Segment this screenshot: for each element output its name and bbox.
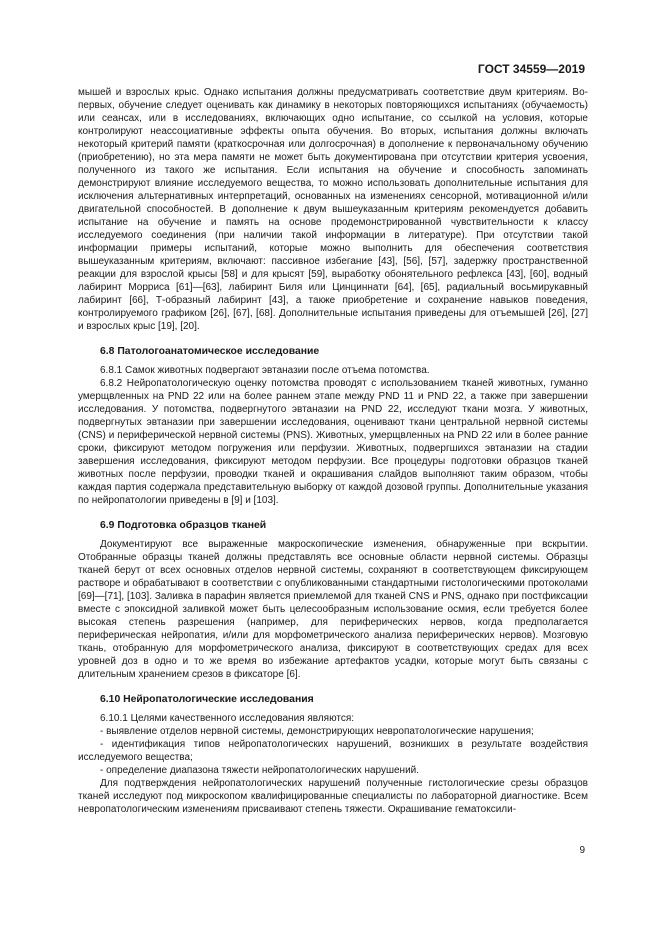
- paragraph: 6.10.1 Целями качественного исследования являются:: [100, 713, 355, 724]
- list-item: - выявление отделов нервной системы, демонстрирующих невропатологические нарушения;: [100, 726, 534, 737]
- section-heading: 6.10 Нейропатологические исследования: [100, 694, 314, 705]
- document-body: [78, 86, 588, 816]
- page-number: 9: [579, 845, 585, 856]
- paragraph: 6.8.2 Нейропатологическую оценку потомства проводят с использованием тканей животных, гуманно умерщвленных на PND 22 или на более раннем этапе между PND 11 и PND 22, а также при завершении исследования. У потомства, подвергнутого эвтаназии на PND 22, исследуют ткани мозга. У животных, подвергнутых эвтаназии при завершении исследования, оценивают ткани центральной нервной системы (CNS) и периферической нервной системы (PNS). Животных, умерщвленных на PND 22 или в более ранние сроки, фиксируют методом погружения или перфузии. Животных, подвергшихся эвтаназии на стадии завершения исследования, фиксируют методом перфузии. Все процедуры подготовки образцов тканей животных после перфузии, проводки тканей и окрашивания слайдов выполняют таким образом, чтобы каждая партия содержала представительную выборку от каждой дозовой группы. Дополнительные указания по нейропатологии приведены в [9] и [103].: [78, 378, 588, 506]
- section-heading: 6.8 Патологоанатомическое исследование: [100, 346, 320, 357]
- paragraph: Для подтверждения нейропатологических нарушений полученные гистологические срезы образцов тканей исследуют под микроскопом квалифицированные специалисты по лабораторной диагностике. Всем невропатологическим изменениям присваивают степень тяжести. Окрашивание гематоксили-: [78, 778, 588, 815]
- list-item: - идентификация типов нейропатологических нарушений, возникших в результате воздействия исследуемого вещества;: [78, 739, 588, 763]
- list-item: - определение диапазона тяжести нейропатологических нарушений.: [100, 765, 420, 776]
- paragraph: Документируют все выраженные макроскопические изменения, обнаруженные при вскрытии. Отобранные образцы тканей должны представлять все основные области нервной системы. Образцы тканей берут от всех основных отделов нервной системы, сохраняют в соответствующем фиксирующем растворе и обрабатывают в соответствии с опубликованными стандартными гистологическими протоколами [69]—[71], [103]. Заливка в парафин является приемлемой для тканей CNS и PNS, однако при постфиксации вместе с эпоксидной заливкой может быть целесообразным использование осмия, если требуется более высокая степень разрешения (например, для периферических нервов, когда предполагается периферическая нейропатия, и/или для морфометрического анализа периферических нервов). Мозговую ткань, отобранную для морфометрического анализа, фиксируют в соответствующих средах для всех уровней доз в одно и то же время во избежание артефактов усадки, которые могут быть связаны с длительным хранением срезов в фиксаторе [6].: [78, 539, 588, 680]
- document-header: ГОСТ 34559—2019: [477, 62, 585, 76]
- section-heading: 6.9 Подготовка образцов тканей: [100, 520, 267, 531]
- paragraph: 6.8.1 Самок животных подвергают эвтаназии после отъема потомства.: [100, 365, 430, 376]
- paragraph: мышей и взрослых крыс. Однако испытания должны предусматривать соответствие двум критериям. Во-первых, обучение следует оценивать как динамику в некоторых повторяющихся испытаниях (обучаемость) или сеансах, или в исследованиях, включающих одно испытание, со ссылкой на условия, которые контролируют неассоциативные эффекты опыта обучения. Во вторых, испытания должны включать некоторый критерий памяти (краткосрочная или долгосрочная) в дополнение к первоначальному обучению (приобретению), но эта мера памяти не может быть документирована при отсутствии критерия усвоения, полученного из такого же испытания. Если испытания на обучение и способность запоминать демонстрируют влияние исследуемого вещества, то можно использовать дополнительные испытания для исключения альтернативных интерпретаций, основанных на изменениях сенсорной, мотивационной и/или двигательной способностей. В дополнение к двум вышеуказанным критериям рекомендуется добавить испытание на обучение и память на основе продемонстрированной чувствительности к классу исследуемого соединения (при наличии такой информации в литературе). При отсутствии такой информации примеры испытаний, которые можно выполнить для обеспечения соответствия вышеуказанным критериям, включают: пассивное избегание [43], [56], [57], задержку пространственной реакции для взрослой крысы [58] и для крысят [59], выработку обонятельного рефлекса [43], [60], водный лабиринт Морриса [61]—[63], лабиринт Биля или Цинциннати [64], [65], радиальный восьмирукавный лабиринт [66], Т-образный лабиринт [43], а также приобретение и сохранение навыков поведения, контролируемого графиком [26], [67], [68]. Дополнительные испытания приведены для отъемышей [26], [27] и взрослых крыс [19], [20].: [78, 87, 588, 332]
